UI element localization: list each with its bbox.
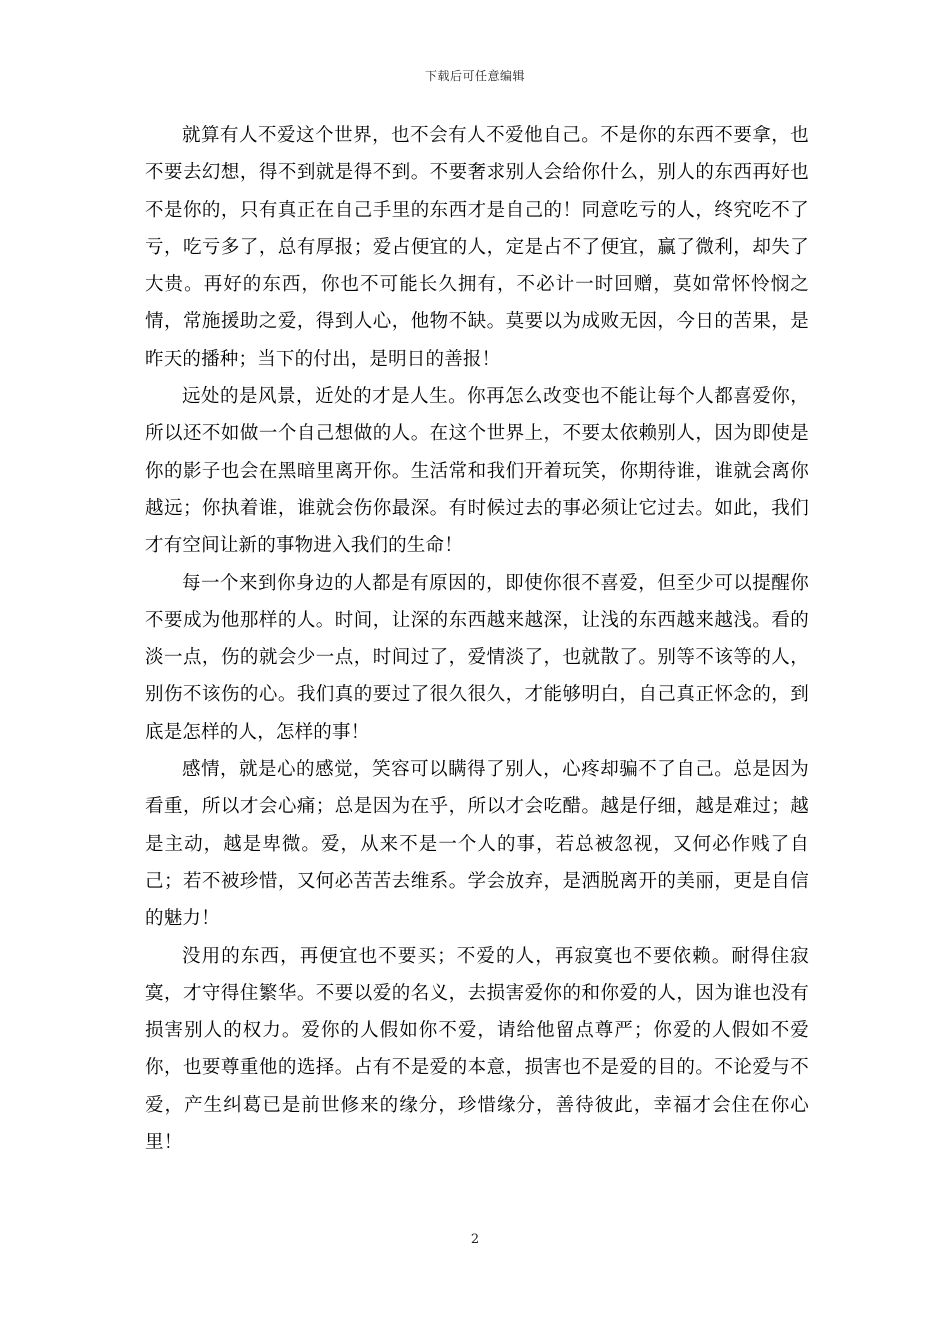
paragraph-3: 每一个来到你身边的人都是有原因的，即使你很不喜爱，但至少可以提醒你不要成为他那样的人。时间，让深的东西越来越深，让浅的东西越来越浅。看的淡一点，伤的就会少一点，时间过了，爱情淡了，也就散了。别等不该等的人，别伤不该伤的心。我们真的要过了很久很久，才能够明白，自己真正怀念的，到底是怎样的人，怎样的事！ <box>145 572 809 743</box>
paragraph-5: 没用的东西，再便宜也不要买；不爱的人，再寂寞也不要依赖。耐得住寂寞，才守得住繁华。不要以爱的名义，去损害爱你的和你爱的人，因为谁也没有损害别人的权力。爱你的人假如你不爱，请给他留点尊严；你爱的人假如不爱你，也要尊重他的选择。占有不是爱的本意，损害也不是爱的目的。不论爱与不爱，产生纠葛已是前世修来的缘分，珍惜缘分，善待彼此，幸福才会住在你心里！ <box>145 945 809 1154</box>
paragraph-4: 感情，就是心的感觉，笑容可以瞒得了别人，心疼却骗不了自己。总是因为看重，所以才会心痛；总是因为在乎，所以才会吃醋。越是仔细，越是难过；越是主动，越是卑微。爱，从来不是一个人的事，若总被忽视，又何必作贱了自己；若不被珍惜，又何必苦苦去维系。学会放弃，是洒脱离开的美丽，更是自信的魅力！ <box>145 759 809 930</box>
paragraph-1: 就算有人不爱这个世界，也不会有人不爱他自己。不是你的东西不要拿，也不要去幻想，得不到就是得不到。不要奢求别人会给你什么，别人的东西再好也不是你的，只有真正在自己手里的东西才是自己的！同意吃亏的人，终究吃不了亏，吃亏多了，总有厚报；爱占便宜的人，定是占不了便宜，赢了微利，却失了大贵。再好的东西，你也不可能长久拥有，不必计一时回赠，莫如常怀怜悯之情，常施援助之爱，得到人心，他物不缺。莫要以为成败无因，今日的苦果，是昨天的播种；当下的付出，是明日的善报！ <box>145 125 809 370</box>
paragraph-2: 远处的是风景，近处的才是人生。你再怎么改变也不能让每个人都喜爱你，所以还不如做一个自己想做的人。在这个世界上，不要太依赖别人，因为即使是你的影子也会在黑暗里离开你。生活常和我们开着玩笑，你期待谁，谁就会离你越远；你执着谁，谁就会伤你最深。有时候过去的事必须让它过去。如此，我们才有空间让新的事物进入我们的生命！ <box>145 386 809 557</box>
page-header: 下载后可任意编辑 <box>424 69 525 83</box>
document-body <box>145 117 809 1161</box>
page-number: 2 <box>470 1232 480 1247</box>
